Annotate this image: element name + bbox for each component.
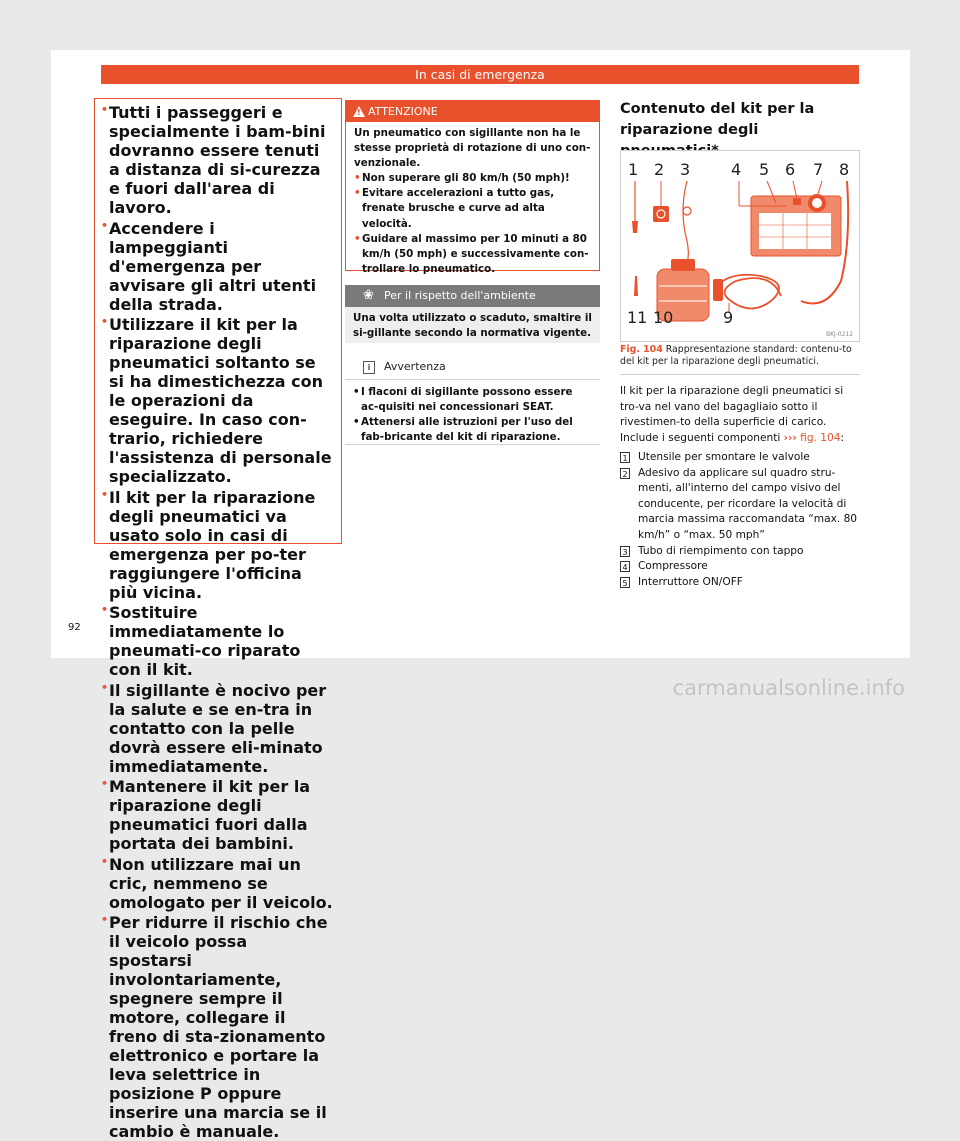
intro-text: Il kit per la riparazione degli pneumatici si tro-va nel vano del bagagliaio sotto il rivestimen-to della superficie di carico. Include i seguenti componenti — [620, 385, 844, 444]
list-item — [620, 466, 860, 544]
list-item: • Mantenere il kit per la riparazione degli pneumatici fuori dalla portata dei bambini. — [101, 777, 335, 853]
safety-bullets-box — [94, 98, 342, 1141]
warning-box — [345, 100, 600, 275]
watermark: carmanualsonline.info — [672, 676, 905, 700]
intro-end: : — [840, 431, 845, 444]
figure-caption — [620, 344, 860, 368]
figure-label: 8 — [839, 160, 850, 179]
intro-paragraph — [620, 384, 860, 446]
item-text: Interruttore ON/OFF — [638, 575, 743, 588]
list-item: • Tutti i passeggeri e specialmente i bam-bini dovranno essere tenuti a distanza di si-curezza e fuori dall'area di lavoro. — [101, 103, 335, 217]
warning-body — [346, 122, 599, 281]
item-number: 1 — [620, 452, 630, 463]
figure-label: 1 — [628, 160, 639, 179]
divider — [345, 444, 600, 445]
list-item — [620, 559, 860, 575]
note-box — [345, 355, 600, 445]
figure-link[interactable]: fig. 104 — [800, 431, 841, 444]
figure-label: 6 — [785, 160, 796, 179]
header-title: In casi di emergenza — [415, 67, 545, 82]
list-item: • Accendere i lampeggianti d'emergenza per avvisare gli altri utenti della strada. — [101, 219, 335, 314]
list-item: • Il kit per la riparazione degli pneumatici va usato solo in casi di emergenza per po-ter raggiungere l'officina più vicina. — [101, 488, 335, 602]
environment-box — [345, 285, 600, 343]
item-number: 5 — [620, 577, 630, 588]
figure-label: 9 — [723, 308, 734, 327]
kit-illustration — [621, 151, 859, 341]
list-item — [620, 544, 860, 560]
info-icon: i — [363, 361, 375, 374]
item-number: 4 — [620, 561, 630, 572]
item-number: 2 — [620, 468, 630, 479]
page-number: 92 — [68, 622, 81, 633]
note-title: Avvertenza — [384, 360, 446, 373]
item-text: Adesivo da applicare sul quadro stru-menti, all'interno del campo visivo del conducente, per ricordare la velocità di marcia massima raccomandata “max. 80 km/h” o “max. 50 mph” — [638, 466, 858, 541]
list-item: • Non superare gli 80 km/h (50 mph)! — [354, 171, 591, 186]
warning-title: ATTENZIONE — [368, 105, 438, 118]
list-item: • Attenersi alle istruzioni per l'uso del fab-bricante del kit di riparazione. — [353, 415, 592, 445]
figure-label: 10 — [653, 308, 674, 327]
figure-label: 2 — [654, 160, 665, 179]
divider — [620, 374, 860, 375]
components-list — [620, 450, 860, 590]
environment-flower-icon: ❀ — [363, 288, 374, 303]
figure-label: 7 — [813, 160, 824, 179]
figure-label: 4 — [731, 160, 742, 179]
figure-label: 5 — [759, 160, 770, 179]
figure-label: 11 — [627, 308, 648, 327]
caption-ref: Fig. 104 — [620, 344, 663, 355]
environment-text: Una volta utilizzato o scaduto, smaltire il si-gillante secondo la normativa vigente. — [353, 312, 592, 339]
note-header — [345, 355, 600, 380]
ref-arrow: ››› — [783, 431, 797, 444]
list-item: • Per ridurre il rischio che il veicolo possa spostarsi involontariamente, spegnere sempre il motore, collegare il freno di sta-zionamento elettronico e portare la leva selettrice in posizione P oppure inserire una marcia se il cambio è manuale. — [101, 913, 335, 1141]
item-text: Tubo di riempimento con tappo — [638, 544, 804, 557]
warning-header — [346, 101, 599, 122]
list-item: • Utilizzare il kit per la riparazione degli pneumatici soltanto se si ha dimestichezza con le operazioni da eseguire. In caso con-trario, richiedere l'assistenza di personale specializzato. — [101, 315, 335, 486]
warning-triangle-icon — [353, 106, 365, 117]
figure-label: 3 — [680, 160, 691, 179]
caption-text: Rappresentazione standard: contenu-to del kit per la riparazione degli pneumatici. — [620, 344, 852, 367]
item-text: Compressore — [638, 560, 708, 573]
list-item: • Evitare accelerazioni a tutto gas, frenate brusche e curve ad alta velocità. — [354, 186, 591, 231]
item-number: 3 — [620, 546, 630, 557]
list-item: • I flaconi di sigillante possono essere ac-quisiti nei concessionari SEAT. — [353, 385, 592, 415]
item-text: Utensile per smontare le valvole — [638, 451, 810, 463]
list-item — [620, 575, 860, 591]
list-item: • Il sigillante è nocivo per la salute e se en-tra in contatto con la pelle dovrà essere eli-minato immediatamente. — [101, 681, 335, 776]
environment-header — [345, 285, 600, 307]
list-item — [620, 450, 860, 466]
environment-title: Per il rispetto dell'ambiente — [384, 289, 536, 302]
list-item: • Non utilizzare mai un cric, nemmeno se omologato per il veicolo. — [101, 855, 335, 912]
section-title: Contenuto del kit per la riparazione degli — [620, 99, 860, 167]
list-item: • Sostituire immediatamente lo pneumati-co riparato con il kit. — [101, 603, 335, 679]
note-body — [345, 380, 600, 450]
kit-figure — [620, 150, 860, 342]
warning-intro: Un pneumatico con sigillante non ha le stesse proprietà di rotazione di uno con-venzionale. — [354, 127, 591, 170]
page-header — [101, 65, 859, 84]
figure-code: BKJ-0212 — [826, 331, 854, 338]
list-item: • Guidare al massimo per 10 minuti a 80 km/h (50 mph) e successivamente con-trollare lo pneumatico. — [354, 232, 591, 277]
safety-bullet-list — [95, 99, 341, 1141]
